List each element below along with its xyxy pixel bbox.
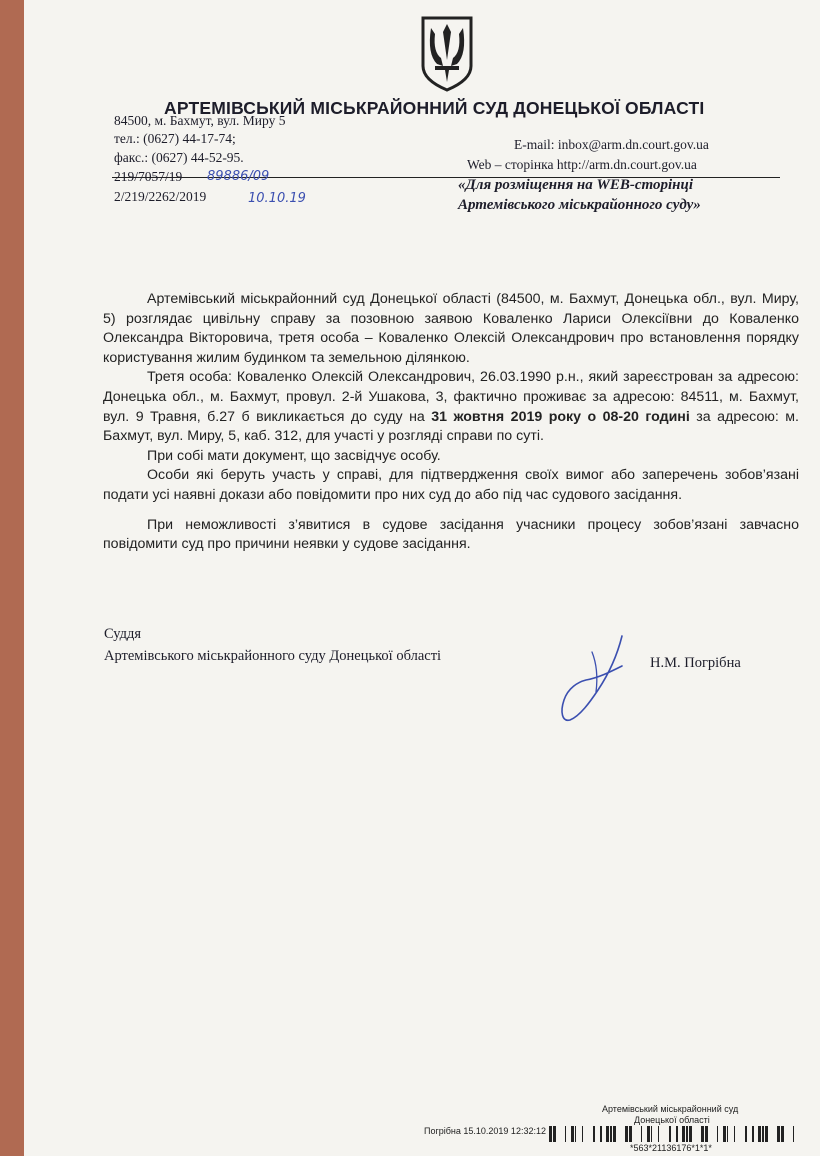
document-barcode: [549, 1126, 797, 1142]
hearing-datetime: 31 жовтня 2019 року о 08-20 годині: [431, 408, 690, 425]
summons-body: [103, 290, 799, 555]
barcode-bar: [705, 1126, 708, 1142]
barcode-bar: [669, 1126, 671, 1142]
barcode-bar: [723, 1126, 726, 1142]
barcode-bar: [717, 1126, 718, 1142]
footer-e-signature-stamp: Погрібна 15.10.2019 12:32:12: [424, 1126, 546, 1136]
document-page: [24, 0, 820, 1156]
paragraph-absence-notice: При неможливості з’явитися в судове засідання учасники процесу зобов’язані завчасно повідомити суд про причини неявки у судове засідання.: [103, 516, 799, 553]
paragraph-third-party-summons: [103, 368, 799, 446]
barcode-bar: [571, 1126, 574, 1142]
barcode-bar: [682, 1126, 685, 1142]
barcode-bar: [727, 1126, 728, 1142]
barcode-bar: [793, 1126, 794, 1142]
barcode-bar: [752, 1126, 754, 1142]
paragraph-identity-document: При собі мати документ, що засвідчує особу.: [147, 447, 441, 464]
barcode-bar: [606, 1126, 609, 1142]
trident-emblem-icon: [419, 14, 475, 94]
handwritten-outgoing-number: 89886/09: [207, 169, 270, 184]
barcode-bar: [582, 1126, 583, 1142]
barcode-bar: [549, 1126, 552, 1142]
barcode-bar: [762, 1126, 764, 1142]
case-reference-2: 2/219/2262/2019: [114, 189, 207, 204]
barcode-bar: [658, 1126, 659, 1142]
barcode-bar: [676, 1126, 678, 1142]
barcode-bar: [765, 1126, 768, 1142]
barcode-bar: [565, 1126, 566, 1142]
barcode-bar: [553, 1126, 556, 1142]
court-fax: факс.: (0627) 44-52-95.: [114, 150, 244, 165]
court-title: АРТЕМІВСЬКИЙ МІСЬКРАЙОННИЙ СУД ДОНЕЦЬКОЇ ОБЛАСТІ: [164, 98, 705, 118]
paragraph-case-description: Артемівський міськрайонний суд Донецької області (84500, м. Бахмут, Донецька обл., вул. Миру, 5) розглядає цивільну справу за позовною заявою Коваленко Лариси Олексіївни до Коваленко Олександра Вікторовича, третя особа – Коваленко Олексій Олександрович про встановлення порядку користування жилим будинком та земельною ділянкою.: [103, 291, 799, 366]
barcode-number: *563*21136176*1*1*: [630, 1143, 712, 1153]
barcode-bar: [625, 1126, 628, 1142]
barcode-bar: [593, 1126, 595, 1142]
barcode-bar: [613, 1126, 616, 1142]
barcode-bar: [647, 1126, 650, 1142]
judge-name: Н.М. Погрібна: [650, 655, 741, 671]
handwritten-signature: [552, 632, 632, 724]
signature-title: Суддя: [104, 626, 142, 642]
court-phone: тел.: (0627) 44-17-74;: [114, 131, 236, 146]
barcode-bar: [575, 1126, 576, 1142]
barcode-bar: [686, 1126, 688, 1142]
court-website: Web – сторінка http://arm.dn.court.gov.ua: [467, 157, 697, 172]
summons-text-part2: за адресою: м. Бахмут, вул. Миру, 5, каб. 312, для участі у розгляді справи по суті.: [103, 408, 799, 445]
summons-text-part1: Третя особа: Коваленко Олексій Олександрович, 26.03.1990 р.н., який зареєстрован за адресою: Донецька обл., м. Бахмут, провул. 2-й Ушакова, 3, фактично проживає за адресою: 84511, м. Бахмут, вул. 9 Травня, б.27 б викликається до суду на: [103, 369, 799, 425]
footer-court-line1: Артемівський міськрайонний суд: [602, 1104, 739, 1114]
barcode-bar: [758, 1126, 761, 1142]
barcode-bar: [600, 1126, 602, 1142]
case-reference-1: 219/7057/19: [114, 169, 183, 184]
signature-court: Артемівського міськрайонного суду Донецької області: [104, 648, 442, 664]
court-email: E-mail: inbox@arm.dn.court.gov.ua: [514, 137, 709, 152]
paragraph-evidence-obligation: Особи які беруть участь у справі, для підтвердження своїх вимог або заперечень зобов’язані подати усі наявні докази або повідомити про них суд до або під час судового засідання.: [103, 467, 799, 503]
barcode-bar: [629, 1126, 632, 1142]
barcode-bar: [701, 1126, 704, 1142]
barcode-bar: [689, 1126, 692, 1142]
barcode-bar: [610, 1126, 612, 1142]
publication-notice-line2: Артемівського міськрайонного суду»: [458, 197, 701, 213]
barcode-bar: [641, 1126, 642, 1142]
publication-notice-line1: «Для розміщення на WEB-сторінці: [458, 177, 693, 193]
court-address: 84500, м. Бахмут, вул. Миру 5: [114, 113, 286, 128]
barcode-bar: [734, 1126, 735, 1142]
barcode-bar: [745, 1126, 747, 1142]
footer-court-line2: Донецької області: [634, 1115, 710, 1125]
barcode-bar: [651, 1126, 652, 1142]
barcode-bar: [781, 1126, 784, 1142]
barcode-bar: [777, 1126, 780, 1142]
handwritten-date: 10.10.19: [248, 191, 306, 206]
